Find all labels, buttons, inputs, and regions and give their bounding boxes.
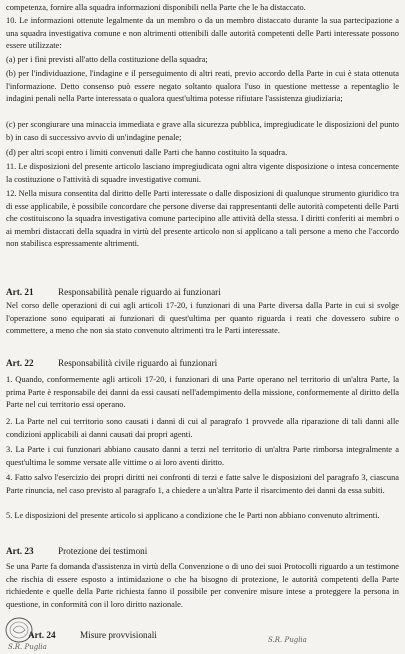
paragraph-10: 10. Le informazioni ottenute legalmente da un membro o da un membro distaccato durante la sua partecipazione a una squadra investigativa comune e non altrimenti ottenibili dalle autorità competenti delle Parti interessate possono essere utilizzate: [6,16,399,51]
article-22-item-5: 5. Le disposizioni del presente articolo si applicano a condizione che le Parti non abbiano convenuto altrimenti. [6,511,380,520]
paragraph-10-d: (d) per altri scopi entro i limiti convenuti dalle Parti che hanno costituito la squadra. [6,148,288,157]
paragraph-10-c: (c) per scongiurare una minaccia immediata e grave alla sicurezza pubblica, impregiudicate le disposizioni del punto b) in caso di successivo avvio di un'indagine penale; [6,120,399,142]
paragraph-11: 11. Le disposizioni del presente articolo lasciano impregiudicata ogni altra vigente disposizione o intesa concernente la costituzione o l'attività di squadre investigative comuni. [6,162,399,184]
paragraph-continuation: competenza, fornire alla squadra informazioni disponibili nella Parte che le ha distaccato. [6,3,306,12]
signature-left: S.R. Puglia [8,643,47,651]
article-21-number: Art. 21 [6,287,34,297]
stamp-seal-icon [4,616,34,644]
signature-right: S.R. Puglia [268,636,307,644]
article-22-title: Responsabilità civile riguardo ai funzionari [58,358,218,368]
article-24-title: Misure provvisionali [80,630,157,640]
paragraph-12: 12. Nella misura consentita dal diritto delle Parti interessate o dalle disposizioni di qualunque strumento giuridico tra di esse applicabile, è possibile concordare che persone diverse dai rappresentanti delle autorità competenti delle Parti che costituiscono la squadra investigativa comune partecipino alle attività della stessa. I diritti conferiti ai membri o ai membri distaccati della squadra in virtù del presente articolo non si applicano a tali persone a meno che l'accordo non stabilisca espressamente altrimenti. [6,189,399,249]
article-22-item-2: 2. La Parte nel cui territorio sono causati i danni di cui al paragrafo 1 provvede alla riparazione di tali danni alle condizioni applicabili ai danni causati dai propri agenti. [6,417,399,439]
article-22-item-1: 1. Quando, conformemente agli articoli 17-20, i funzionari di una Parte operano nel territorio di un'altra Parte, la prima Parte è responsabile dei danni da essi causati nell'adempimento della missione, conformemente al diritto della Parte nel cui territorio essi operano. [6,375,399,410]
article-23-heading [6,545,399,558]
article-21-text: Nel corso delle operazioni di cui agli articoli 17-20, i funzionari di una Parte diversa dalla Parte in cui si svolge l'operazione sono equiparati ai funzionari di quest'ultima per quanto riguarda i reati che dovessero subire o commettere, a meno che non sia stato convenuto altrimenti tra le Parti interessate. [6,301,399,336]
article-23-text: Se una Parte fa domanda d'assistenza in virtù della Convenzione o di uno dei suoi Protocolli riguardo a un testimone che rischia di essere esposto a intimidazione o che ha bisogno di protezione, le autorità competenti della Parte richiedente e quelle della Parte richiesta fanno il possibile per convenire misure intese a proteggere la persona in questione, in conformità con il loro diritto nazionale. [6,562,399,609]
article-24-number: Art. 24 [28,630,56,640]
article-23-number: Art. 23 [6,546,34,556]
article-22-item-4: 4. Fatto salvo l'esercizio dei propri diritti nei confronti di terzi e fatte salve le disposizioni del paragrafo 3, ciascuna Parte rinuncia, nel caso previsto al paragrafo 1, a chiedere a un'altra Parte il risarcimento dei danni da essa subiti. [6,473,399,495]
article-22-heading [6,357,399,370]
article-22-number: Art. 22 [6,358,34,368]
paragraph-10-a: (a) per i fini previsti all'atto della costituzione della squadra; [6,55,208,64]
article-24-heading [28,629,405,642]
article-21-title: Responsabilità penale riguardo ai funzionari [58,287,221,297]
article-21-heading [6,286,399,299]
article-23-title: Protezione dei testimoni [58,546,148,556]
article-22-item-3: 3. La Parte i cui funzionari abbiano causato danni a terzi nel territorio di un'altra Parte rimborsa integralmente a quest'ultima le somme versate alle vittime o ai loro aventi diritto. [6,445,399,467]
paragraph-10-b: (b) per l'individuazione, l'indagine e il perseguimento di altri reati, previo accordo della Parte in cui è stata ottenuta l'informazione. Detto consenso può essere negato soltanto qualora l'uso in questione mettesse a repentaglio le indagini penali nella Parte interessata o qualora quest'ultima potesse rifiutare l'assistenza giudiziaria; [6,69,399,104]
